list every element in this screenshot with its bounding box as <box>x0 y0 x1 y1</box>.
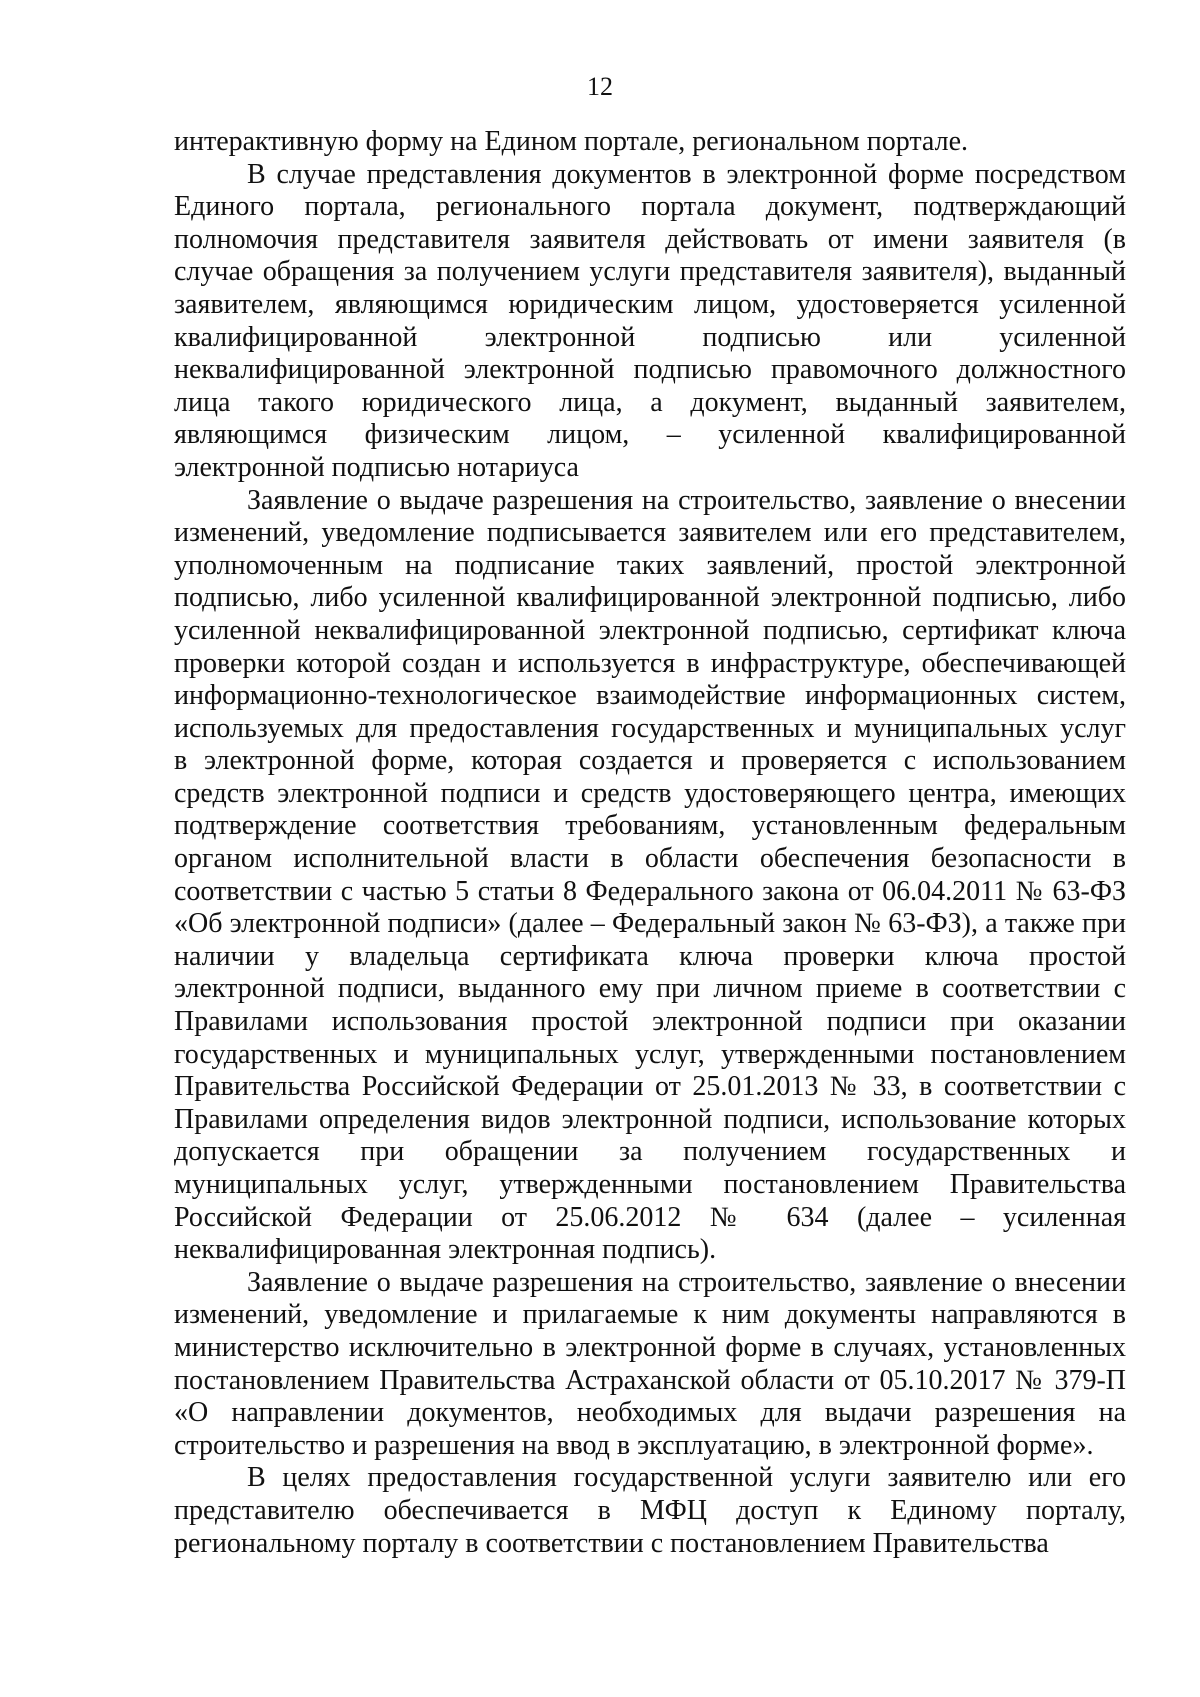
text-line: подтверждение соответствия требованиям, установленным федеральным <box>174 810 1126 842</box>
text-line: муниципальных услуг, утвержденными постановлением Правительства <box>174 1169 1126 1200</box>
text-line: средств электронной подписи и средств удостоверяющего центра, имеющих <box>174 777 1126 809</box>
text-line: Правилами определения видов электронной подписи, использование которых <box>174 1103 1126 1135</box>
text-line: Российской Федерации от 25.06.2012 № 634 (далее – усиленная <box>174 1201 1126 1233</box>
text-line: Заявление о выдаче разрешения на строительство, заявление о внесении <box>247 1266 1126 1298</box>
text-line: В целях предоставления государственной услуги заявителю или его <box>247 1462 1126 1494</box>
text-line: государственных и муниципальных услуг, утвержденными постановлением <box>174 1038 1126 1070</box>
text-line: электронной подписью нотариуса <box>174 451 579 483</box>
text-line: органом исполнительной власти в области обеспечения безопасности в <box>174 843 1126 875</box>
text-line: Заявление о выдаче разрешения на строительство, заявление о внесении <box>247 484 1126 516</box>
text-line: квалифицированной электронной подписью или усиленной <box>174 321 1126 353</box>
text-line: электронной подписи, выданного ему при личном приеме в соответствии с <box>174 973 1126 1005</box>
text-line: изменений, уведомление подписывается заявителем или его представителем, <box>174 517 1126 549</box>
text-line: Правилами использования простой электронной подписи при оказании <box>174 1006 1126 1038</box>
text-line: строительство и разрешения на ввод в эксплуатацию, в электронной форме». <box>174 1429 1094 1461</box>
text-line: в электронной форме, которая создается и проверяется с использованием <box>174 745 1126 777</box>
text-line: «Об электронной подписи» (далее – Федеральный закон № 63-ФЗ), а также при <box>174 908 1126 940</box>
paragraph <box>174 1462 1126 1560</box>
text-line: Правительства Российской Федерации от 25.01.2013 № 33, в соответствии с <box>174 1071 1126 1103</box>
text-line: представителю обеспечивается в МФЦ доступ к Единому порталу, <box>174 1494 1126 1526</box>
text-line: неквалифицированной электронной подписью правомочного должностного <box>174 354 1126 386</box>
text-line: неквалифицированная электронная подпись). <box>174 1234 717 1266</box>
paragraph <box>174 159 1126 485</box>
text-line: интерактивную форму на Едином портале, региональном портале. <box>174 126 968 157</box>
text-line: министерство исключительно в электронной форме в случаях, установленных <box>174 1331 1126 1363</box>
text-line: лица такого юридического лица, а документ, выданный заявителем, <box>174 386 1126 418</box>
paragraph <box>174 126 1126 159</box>
text-line: используемых для предоставления государственных и муниципальных услуг <box>174 712 1126 744</box>
paragraph <box>174 1267 1126 1463</box>
text-line: усиленной неквалифицированной электронной подписью, сертификат ключа <box>174 614 1126 646</box>
paragraph <box>174 485 1126 1267</box>
text-line: В случае представления документов в электронной форме посредством <box>247 158 1126 190</box>
text-line: Единого портала, регионального портала документ, подтверждающий <box>174 191 1126 223</box>
text-line: постановлением Правительства Астраханской области от 05.10.2017 № 379-П <box>174 1364 1126 1396</box>
text-line: «О направлении документов, необходимых для выдачи разрешения на <box>174 1397 1126 1429</box>
document-body <box>174 126 1126 1560</box>
text-line: информационно-технологическое взаимодействие информационных систем, <box>174 680 1126 712</box>
text-line: соответствии с частью 5 статьи 8 Федерального закона от 06.04.2011 № 63-ФЗ <box>174 875 1126 907</box>
text-line: изменений, уведомление и прилагаемые к ним документы направляются в <box>174 1299 1126 1331</box>
text-line: уполномоченным на подписание таких заявлений, простой электронной <box>174 549 1126 581</box>
text-line: наличии у владельца сертификата ключа проверки ключа простой <box>174 940 1126 972</box>
text-line: проверки которой создан и используется в инфраструктуре, обеспечивающей <box>174 647 1126 679</box>
text-line: допускается при обращении за получением государственных и <box>174 1136 1126 1168</box>
text-line: случае обращения за получением услуги представителя заявителя), выданный <box>174 256 1126 288</box>
page-number: 12 <box>587 72 613 101</box>
text-line: полномочия представителя заявителя действовать от имени заявителя (в <box>174 223 1126 255</box>
text-line: заявителем, являющимся юридическим лицом, удостоверяется усиленной <box>174 288 1126 320</box>
text-line: подписью, либо усиленной квалифицированной электронной подписью, либо <box>174 582 1126 614</box>
text-line: являющимся физическим лицом, – усиленной квалифицированной <box>174 419 1126 451</box>
text-line: региональному порталу в соответствии с постановлением Правительства <box>174 1527 1049 1559</box>
